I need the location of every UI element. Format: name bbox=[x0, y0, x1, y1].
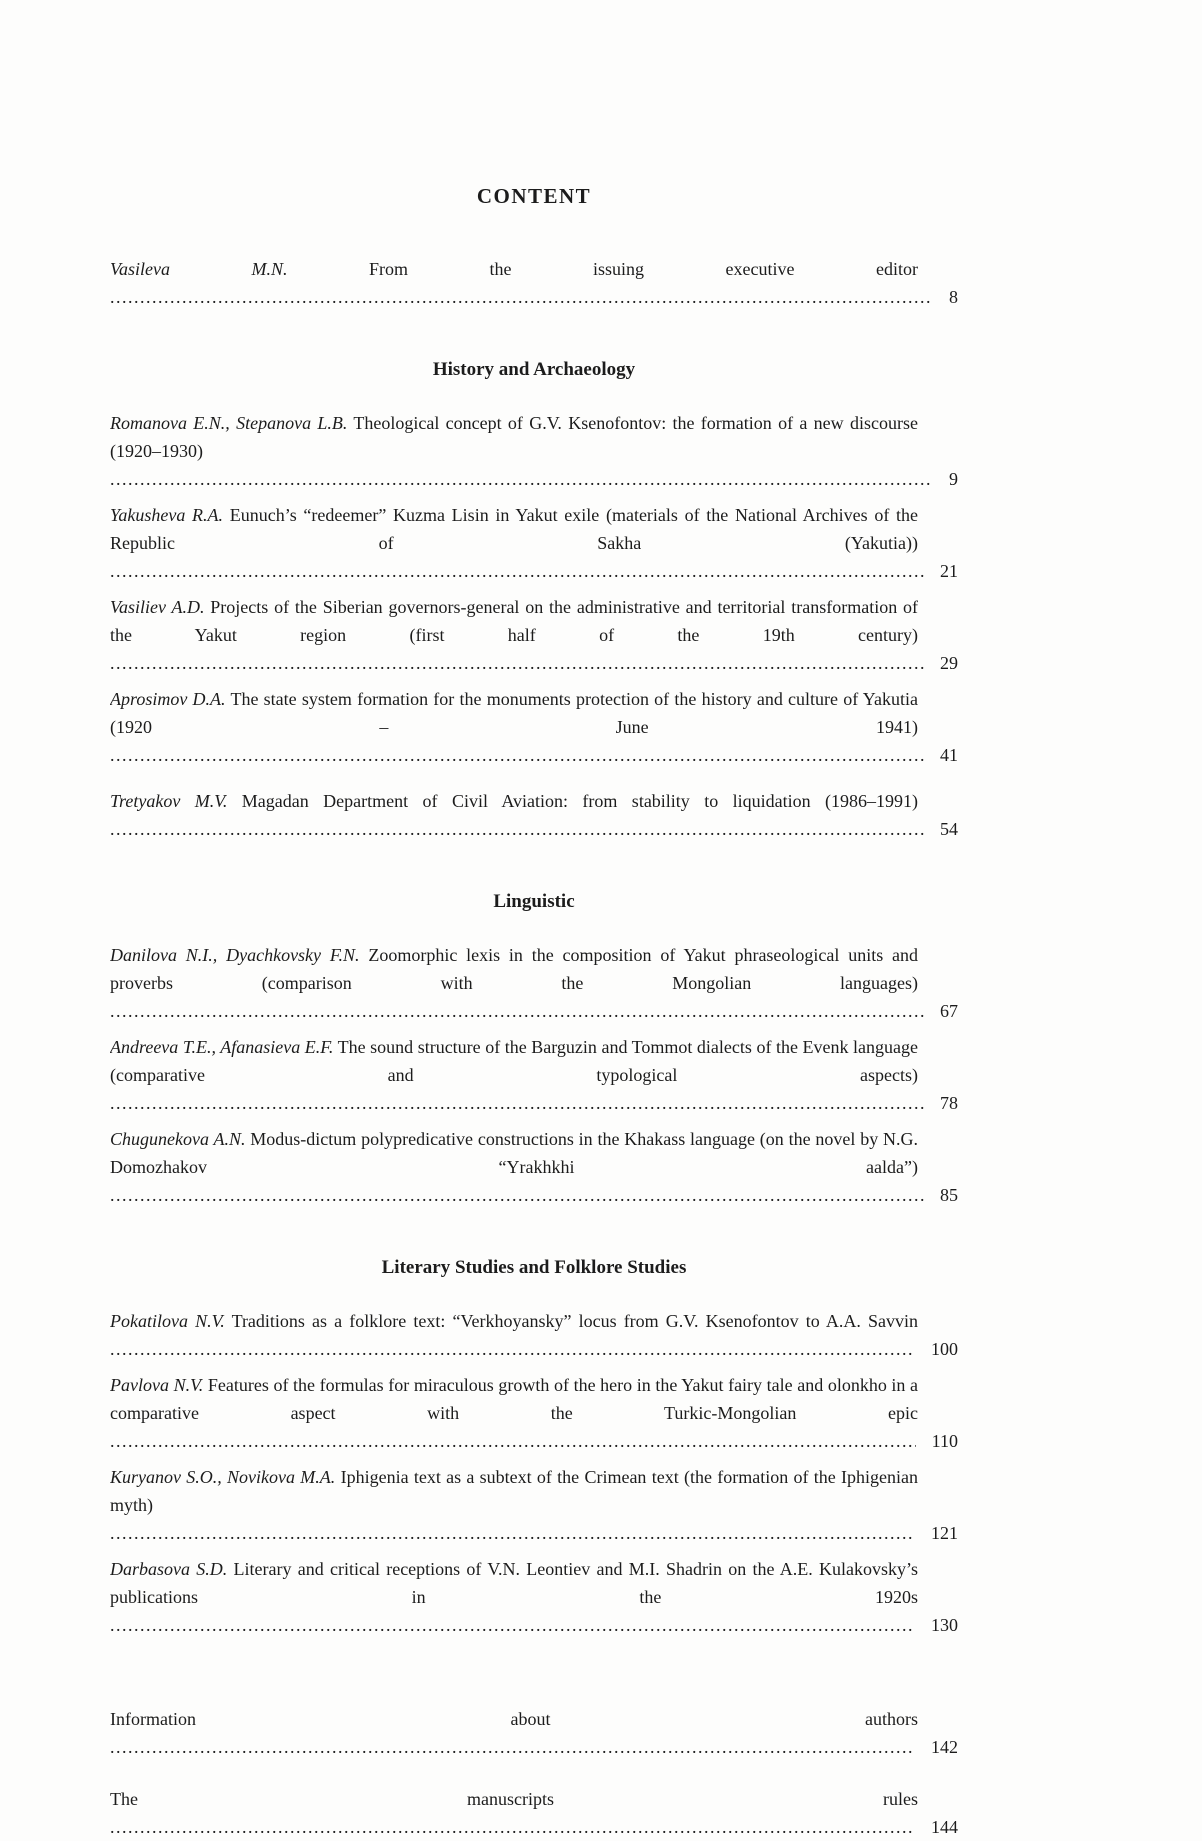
toc-entry bbox=[110, 501, 958, 585]
dot-leader bbox=[110, 1339, 958, 1359]
entry-authors: Vasiliev A.D. bbox=[110, 597, 205, 617]
dot-leader bbox=[110, 1431, 958, 1451]
entry-page-number: 85 bbox=[924, 1181, 958, 1209]
entry-text bbox=[110, 501, 958, 585]
entry-page-number: 130 bbox=[915, 1611, 958, 1639]
dot-leader bbox=[110, 1817, 958, 1837]
entry-text bbox=[110, 685, 958, 769]
toc-entry bbox=[110, 1307, 958, 1363]
entry-authors: Danilova N.I., Dyachkovsky F.N. bbox=[110, 945, 360, 965]
dot-leader bbox=[110, 1737, 958, 1757]
entry-text bbox=[110, 409, 958, 493]
footer-block bbox=[110, 1705, 958, 1841]
section-literary-and-folklore-studies bbox=[110, 1257, 958, 1639]
entry-text bbox=[110, 1307, 958, 1363]
entry-page-number: 78 bbox=[924, 1089, 958, 1117]
entry-title: The manuscripts rules bbox=[110, 1789, 918, 1809]
toc-entry bbox=[110, 1785, 958, 1841]
entry-authors: Pavlova N.V. bbox=[110, 1375, 204, 1395]
entry-title: Iphigenia text as a subtext of the Crimean text (the formation of the Iphigenian myth) bbox=[110, 1467, 919, 1515]
entry-authors: Kuryanov S.O., Novikova M.A. bbox=[110, 1467, 336, 1487]
dot-leader bbox=[110, 745, 958, 765]
entry-authors: Romanova E.N., Stepanova L.B. bbox=[110, 413, 348, 433]
toc-entry bbox=[110, 593, 958, 677]
section-linguistic bbox=[110, 891, 958, 1209]
entry-page-number: 100 bbox=[915, 1335, 958, 1363]
entry-title: Traditions as a folklore text: “Verkhoyansky” locus from G.V. Ksenofontov to A.A. Savvin bbox=[231, 1311, 918, 1331]
entry-text bbox=[110, 1555, 958, 1639]
page-title: CONTENT bbox=[476, 184, 592, 208]
entry-authors: Yakusheva R.A. bbox=[110, 505, 224, 525]
entry-authors: Vasileva M.N. bbox=[110, 259, 288, 279]
dot-leader bbox=[110, 561, 958, 581]
dot-leader bbox=[110, 653, 958, 673]
entry-text bbox=[110, 787, 958, 843]
entry-page-number: 144 bbox=[915, 1813, 958, 1841]
toc-entry bbox=[110, 1555, 958, 1639]
toc-entry bbox=[110, 1371, 958, 1455]
entry-title: Theological concept of G.V. Ksenofontov: the formation of a new discourse (1920–1930) bbox=[110, 413, 918, 461]
entry-page-number: 8 bbox=[933, 283, 958, 311]
entry-page-number: 110 bbox=[916, 1427, 958, 1455]
entry-page-number: 41 bbox=[924, 741, 958, 769]
entry-title: From the issuing executive editor bbox=[369, 259, 918, 279]
entry-title: The sound structure of the Barguzin and Tommot dialects of the Evenk language (comparative and typological aspects) bbox=[110, 1037, 918, 1085]
dot-leader bbox=[110, 1001, 958, 1021]
toc-entry bbox=[110, 1705, 958, 1761]
entry-page-number: 121 bbox=[915, 1519, 958, 1547]
entry-page-number: 9 bbox=[933, 465, 958, 493]
entry-authors: Pokatilova N.V. bbox=[110, 1311, 225, 1331]
dot-leader bbox=[110, 1523, 958, 1543]
toc-entry bbox=[110, 685, 958, 769]
toc-entry bbox=[110, 941, 958, 1025]
entry-page-number: 54 bbox=[924, 815, 958, 843]
entry-text bbox=[110, 1125, 958, 1209]
toc-entry bbox=[110, 1125, 958, 1209]
dot-leader bbox=[110, 1185, 958, 1205]
entry-page-number: 142 bbox=[915, 1733, 958, 1761]
toc-entry bbox=[110, 1033, 958, 1117]
toc-entry bbox=[110, 409, 958, 493]
entry-authors: Darbasova S.D. bbox=[110, 1559, 228, 1579]
dot-leader bbox=[110, 469, 958, 489]
entry-text bbox=[110, 1033, 958, 1117]
entry-page-number: 21 bbox=[924, 557, 958, 585]
entry-title: The state system formation for the monuments protection of the history and culture of Yakutia (1920 – June 1941) bbox=[110, 689, 918, 737]
entry-text bbox=[110, 1463, 958, 1547]
entry-title: Projects of the Siberian governors-general on the administrative and territorial transformation of the Yakut region (first half of the 19th century) bbox=[110, 597, 918, 645]
section-history-and-archaeology bbox=[110, 359, 958, 843]
entry-text bbox=[110, 1785, 958, 1841]
dot-leader bbox=[110, 1615, 958, 1635]
section-heading: Linguistic bbox=[493, 891, 575, 912]
dot-leader bbox=[110, 819, 958, 839]
entry-text bbox=[110, 255, 958, 311]
entry-authors: Andreeva T.E., Afanasieva E.F. bbox=[110, 1037, 334, 1057]
entry-text bbox=[110, 593, 958, 677]
entry-text bbox=[110, 941, 958, 1025]
toc-entry bbox=[110, 255, 958, 311]
entry-title: Modus-dictum polypredicative constructions in the Khakass language (on the novel by N.G. Domozhakov “Yrakhkhi aalda”) bbox=[110, 1129, 919, 1177]
entry-text bbox=[110, 1371, 958, 1455]
entry-page-number: 67 bbox=[924, 997, 958, 1025]
entry-authors: Chugunekova A.N. bbox=[110, 1129, 246, 1149]
entry-title: Magadan Department of Civil Aviation: from stability to liquidation (1986–1991) bbox=[241, 791, 919, 811]
toc-entry bbox=[110, 1463, 958, 1547]
entry-title: Zoomorphic lexis in the composition of Yakut phraseological units and proverbs (comparison with the Mongolian languages) bbox=[110, 945, 919, 993]
entry-title: Features of the formulas for miraculous growth of the hero in the Yakut fairy tale and olonkho in a comparative aspect with the Turkic-Mongolian epic bbox=[110, 1375, 919, 1423]
entry-title: Information about authors bbox=[110, 1709, 918, 1729]
entry-title: Literary and critical receptions of V.N. Leontiev and M.I. Shadrin on the A.E. Kulakovsky’s publications in the 1920s bbox=[110, 1559, 919, 1607]
section-heading: Literary Studies and Folklore Studies bbox=[381, 1257, 687, 1278]
entry-text bbox=[110, 1705, 958, 1761]
dot-leader bbox=[110, 1093, 958, 1113]
section-heading: History and Archaeology bbox=[432, 359, 636, 380]
entry-title: Eunuch’s “redeemer” Kuzma Lisin in Yakut exile (materials of the National Archives of the Republic of Sakha (Yakutia)) bbox=[110, 505, 919, 553]
entry-authors: Tretyakov M.V. bbox=[110, 791, 228, 811]
dot-leader bbox=[110, 287, 958, 307]
toc-entry bbox=[110, 787, 958, 843]
entry-page-number: 29 bbox=[924, 649, 958, 677]
entry-authors: Aprosimov D.A. bbox=[110, 689, 226, 709]
